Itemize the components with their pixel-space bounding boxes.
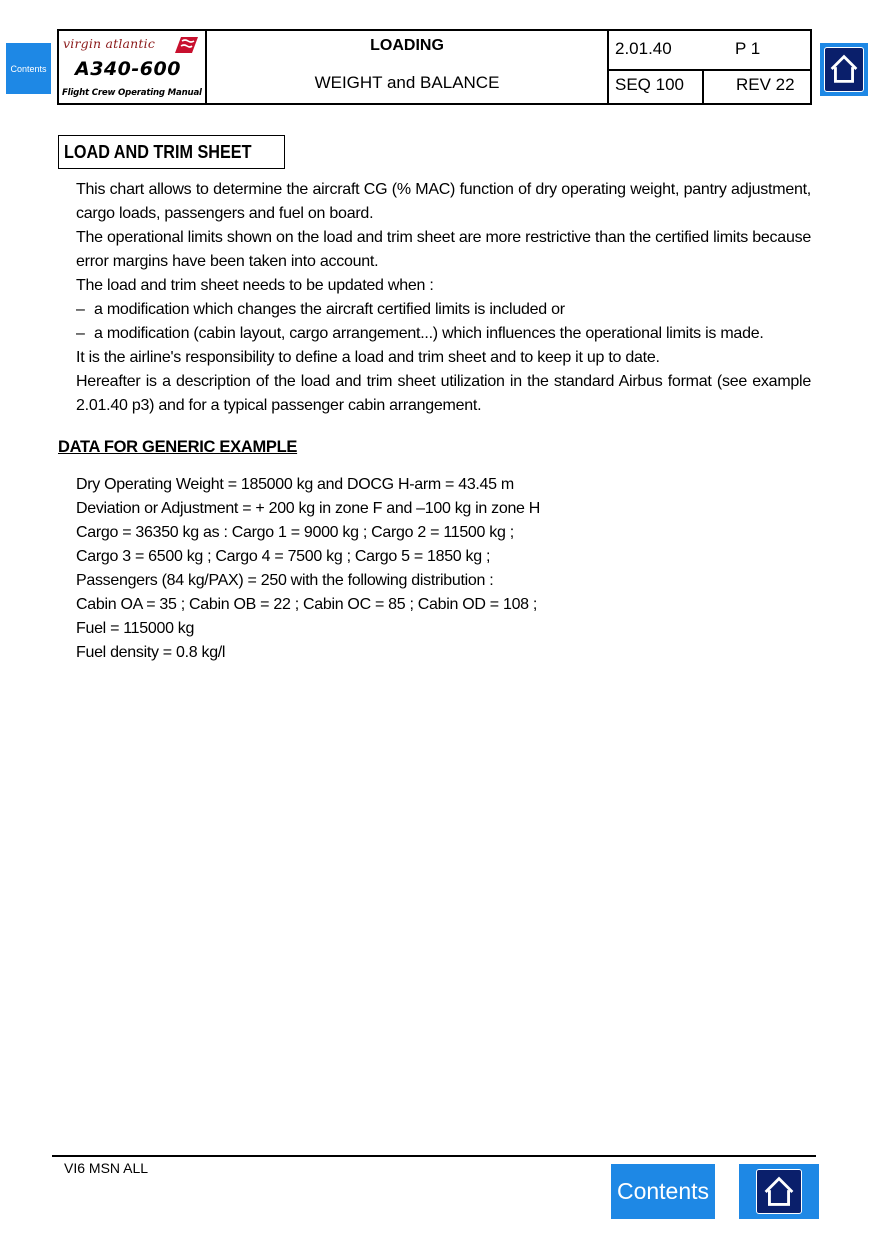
example-line: Cargo = 36350 kg as : Cargo 1 = 9000 kg ; Cargo 2 = 11500 kg ; bbox=[76, 524, 514, 541]
example-line: Cargo 3 = 6500 kg ; Cargo 4 = 7500 kg ; Cargo 5 = 1850 kg ; bbox=[76, 548, 491, 565]
intro-paragraph: This chart allows to determine the aircraft CG (% MAC) function of dry operating weight, pantry adjustment, cargo loads, passengers and fuel on board. bbox=[76, 181, 811, 222]
example-line: Dry Operating Weight = 185000 kg and DOCG H-arm = 43.45 m bbox=[76, 476, 514, 493]
home-icon bbox=[756, 1169, 802, 1214]
description-paragraph: Hereafter is a description of the load and trim sheet utilization in the standard Airbus format (see example 2.01.40 p3) and for a typical passenger cabin arrangement. bbox=[76, 373, 811, 414]
chapter-title: LOADING bbox=[370, 37, 444, 54]
contents-button-bottom[interactable]: Contents bbox=[611, 1164, 715, 1219]
example-line: Passengers (84 kg/PAX) = 250 with the following distribution : bbox=[76, 572, 494, 589]
responsibility-paragraph: It is the airline's responsibility to define a load and trim sheet and to keep it up to date. bbox=[76, 349, 660, 366]
aircraft-model: A340-600 bbox=[75, 58, 181, 80]
document-header bbox=[57, 29, 812, 105]
contents-button-top[interactable]: Contents bbox=[6, 43, 51, 94]
footer-code: VI6 MSN ALL bbox=[64, 1160, 149, 1176]
cell-divider bbox=[702, 71, 704, 103]
manual-logo-block bbox=[59, 31, 207, 103]
example-line: Fuel density = 0.8 kg/l bbox=[76, 644, 226, 661]
bullet-dash: – bbox=[76, 325, 85, 342]
chapter-subtitle: WEIGHT and BALANCE bbox=[314, 73, 500, 92]
virgin-logo-icon bbox=[173, 35, 199, 55]
list-item-text: a modification which changes the aircraft certified limits is included or bbox=[94, 301, 565, 318]
reference-code: 2.01.40 bbox=[615, 39, 672, 58]
home-button-bottom[interactable] bbox=[739, 1164, 819, 1219]
page-number: P 1 bbox=[735, 39, 761, 58]
limits-paragraph: The operational limits shown on the load and trim sheet are more restrictive than the certified limits because error margins have been taken into account. bbox=[76, 229, 811, 270]
example-line: Fuel = 115000 kg bbox=[76, 620, 195, 637]
reference-row bbox=[609, 31, 810, 71]
example-line: Cabin OA = 35 ; Cabin OB = 22 ; Cabin OC = 85 ; Cabin OD = 108 ; bbox=[76, 596, 538, 613]
manual-name: Flight Crew Operating Manual bbox=[62, 88, 202, 98]
example-line: Deviation or Adjustment = + 200 kg in zone F and –100 kg in zone H bbox=[76, 500, 541, 517]
list-item bbox=[76, 322, 764, 346]
sequence-number: SEQ 100 bbox=[615, 75, 684, 94]
update-intro: The load and trim sheet needs to be updated when : bbox=[76, 277, 434, 294]
section-title: LOAD AND TRIM SHEET bbox=[58, 135, 285, 169]
footer-divider bbox=[52, 1155, 816, 1157]
example-heading: DATA FOR GENERIC EXAMPLE bbox=[58, 438, 298, 456]
home-button-top[interactable] bbox=[820, 43, 868, 96]
list-item bbox=[76, 298, 565, 322]
revision-row bbox=[609, 71, 810, 103]
home-icon bbox=[824, 47, 864, 92]
bullet-dash: – bbox=[76, 301, 85, 318]
airline-brand: virgin atlantic bbox=[63, 36, 156, 51]
revision-number: REV 22 bbox=[736, 75, 795, 94]
list-item-text: a modification (cabin layout, cargo arrangement...) which influences the operational limits is made. bbox=[94, 325, 764, 342]
chapter-title-block bbox=[207, 31, 609, 103]
